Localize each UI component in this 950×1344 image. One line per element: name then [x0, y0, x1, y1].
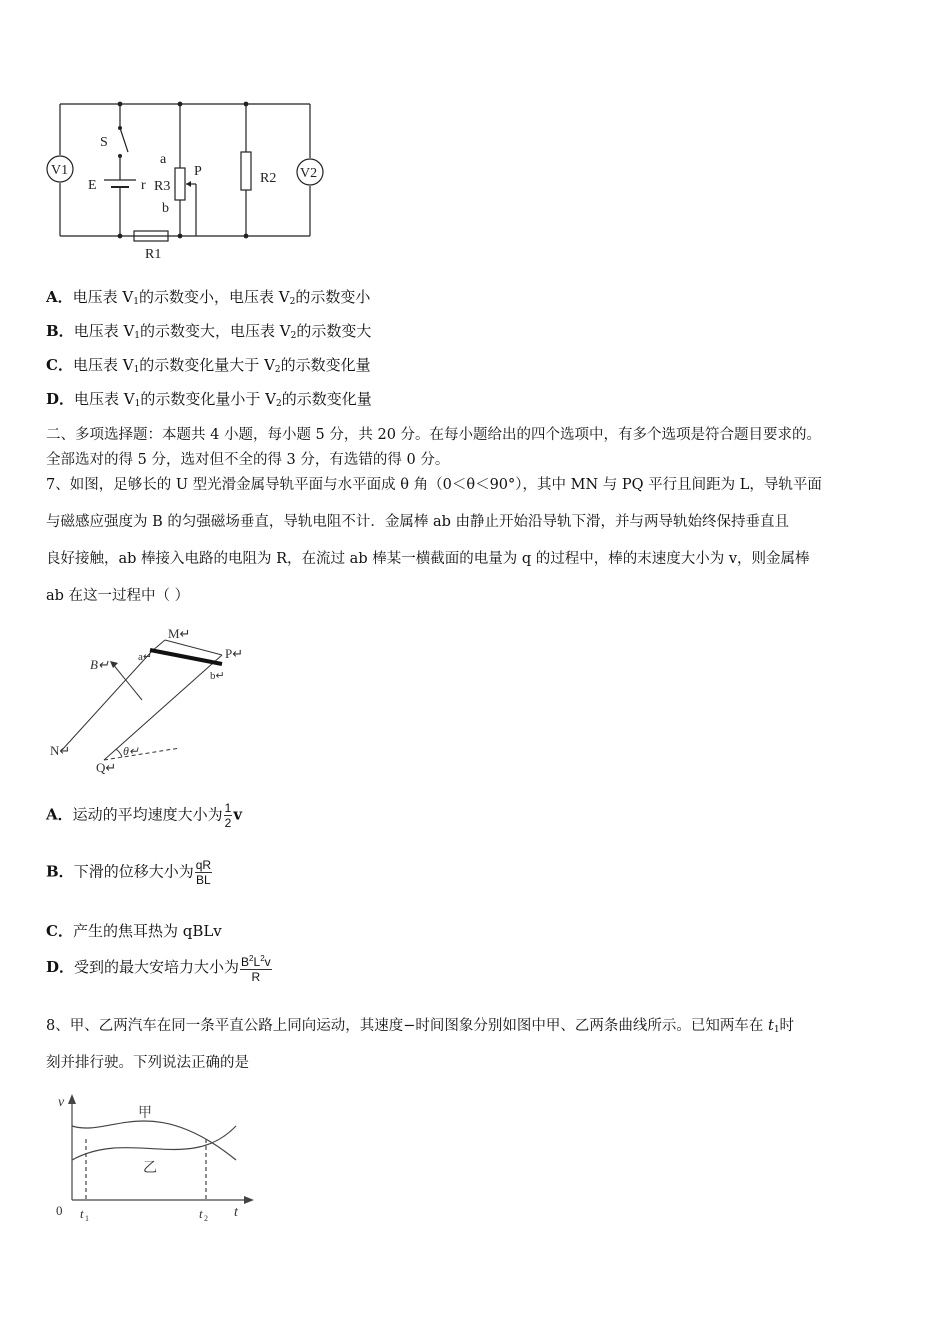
rail-diagram	[44, 622, 264, 780]
t1-label: t	[80, 1206, 84, 1221]
q7-option-b: B．下滑的位移大小为 $\frac{qR}{BL}$	[46, 858, 212, 887]
t2-sub: 2	[204, 1214, 208, 1223]
q7-option-d: D．受到的最大安培力大小为 $\frac{B^2L^2v}{R}$	[46, 954, 271, 984]
section2-line2: 全部选对的得 5 分，选对但不全的得 3 分，有选错的得 0 分。	[46, 452, 450, 468]
q8-line1: 8、甲、乙两汽车在同一条平直公路上同向运动，其速度−时间图象分别如图中甲、乙两条曲线所示。已知两车在 $t_1$时	[46, 1018, 795, 1035]
emf-label: E	[88, 178, 97, 193]
label-p: P↵	[225, 646, 244, 661]
terminal-a-label: a	[160, 152, 167, 167]
q6-option-a: A．电压表 $V_1$的示数变小，电压表 $V_2$的示数变小	[46, 288, 371, 307]
circuit-diagram	[40, 92, 340, 267]
t2-label: t	[199, 1206, 203, 1221]
label-m: M↵	[168, 626, 191, 641]
r3-label: R3	[154, 179, 171, 194]
axis-t-label: t	[234, 1205, 238, 1220]
q7-line3: 良好接触，ab 棒接入电路的电阻为 R，在流过 ab 棒某一横截面的电量为 q 的过程中，棒的末速度大小为 v，则金属棒	[46, 551, 810, 567]
label-n: N↵	[50, 743, 71, 758]
slider-p-label: P	[194, 164, 202, 179]
r2-label: R2	[260, 171, 277, 186]
label-theta: θ↵	[123, 744, 139, 758]
label-field-b: B↵	[90, 657, 109, 672]
axis-v-label: v	[58, 1095, 65, 1110]
q7-option-a: A．运动的平均速度大小为 $\frac{1}{2}$ v	[46, 801, 243, 830]
q7-line4: ab 在这一过程中（ ）	[46, 588, 190, 604]
switch-label: S	[100, 135, 108, 150]
section2-line1: 二、多项选择题：本题共 4 小题，每小题 5 分，共 20 分。在每小题给出的四个选项中，有多个选项是符合题目要求的。	[46, 427, 822, 443]
q7-line2: 与磁感应强度为 B 的匀强磁场垂直，导轨电阻不计．金属棒 ab 由静止开始沿导轨下滑，并与两导轨始终保持垂直且	[46, 514, 790, 530]
label-b: b↵	[210, 670, 225, 682]
origin-label: 0	[56, 1203, 63, 1218]
internal-resistance-label: r	[141, 178, 146, 193]
velocity-time-graph	[50, 1090, 260, 1225]
curve-yi-label: 乙	[143, 1161, 157, 1176]
q6-option-b: B．电压表 $V_1$的示数变大，电压表 $V_2$的示数变大	[46, 322, 372, 341]
curve-jia-label: 甲	[138, 1106, 152, 1121]
q6-option-d: D．电压表 $V_1$的示数变化量小于 $V_2$的示数变化量	[46, 390, 372, 409]
v1-label: V1	[51, 163, 69, 178]
r1-label: R1	[145, 247, 162, 262]
terminal-b-label: b	[162, 201, 169, 216]
label-q: Q↵	[96, 760, 117, 775]
q8-line2: 刻并排行驶。下列说法正确的是	[46, 1055, 249, 1071]
label-a: a↵	[138, 651, 153, 663]
q7-line1: 7、如图，足够长的 U 型光滑金属导轨平面与水平面成 θ 角（0＜θ＜90°），其中 MN 与 PQ 平行且间距为 L，导轨平面	[46, 477, 822, 493]
t1-sub: 1	[85, 1214, 89, 1223]
q7-option-c: C．产生的焦耳热为 qBLv	[46, 922, 222, 940]
q6-option-c: C．电压表 $V_1$的示数变化量大于 $V_2$的示数变化量	[46, 356, 371, 375]
v2-label: V2	[300, 166, 318, 181]
